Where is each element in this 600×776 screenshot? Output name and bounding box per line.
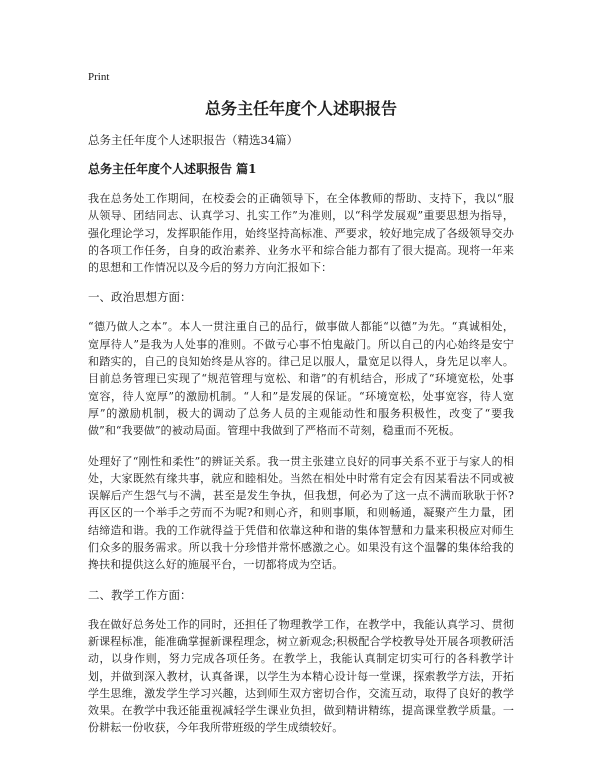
- paragraph-relations: 处理好了“刚性和柔性”的辨证关系。我一贯主张建立良好的同事关系不亚于与家人的相处，大家既然有缘共事，就应和睦相处。当然在相处中时常有定会有因某看法不同或被误解后产生怨气与不满，甚至是发生争执，但我想，何必为了这一点不满而耿耿于怀?再区区的一个举手之劳而不为呢?和则心齐，和则事顺，和则畅通，凝聚产生力量，团结缔造和谐。我的工作就得益于凭借和依靠这种和谐的集体智慧和力量来积极应对师生们众多的服务需求。所以我十分珍惜并常怀感激之心。如果没有这个温馨的集体给我的搀扶和提供这么好的施展平台，一切都将成为空话。: [88, 454, 514, 572]
- document-subtitle: 总务主任年度个人述职报告（精选34篇）: [88, 133, 299, 147]
- paragraph-political: “德乃做人之本”。本人一贯注重自己的品行，做事做人都能“以德”为先。“真诚相处，宽厚待人”是我为人处事的准则。不做亏心事不怕鬼敲门。所以自己的内心始终是安宁和踏实的，自己的良知始终是从容的。律己足以服人，量宽足以得人，身先足以率人。目前总务管理已实现了“规范管理与宽松、和谐”的有机结合，形成了“环境宽松，处事宽容，待人宽厚”的激励机制。“人和”是发展的保证。“环境宽松，处事宽容，待人宽厚”的激励机制，极大的调动了总务人员的主观能动性和服务积极性，改变了“要我做”和“我要做”的被动局面。管理中我做到了严格而不苛刻，稳重而不死板。: [88, 320, 514, 438]
- section-title: 总务主任年度个人述职报告 篇1: [88, 162, 257, 176]
- print-label[interactable]: Print: [88, 71, 110, 83]
- paragraph-intro: 我在总务处工作期间，在校委会的正确领导下，在全体教师的帮助、支持下，我以“服从领导、团结同志、认真学习、扎实工作”为准则，以“科学发展观”重要思想为指导，强化理论学习，发挥职能作用，始终坚持高标准、严要求，较好地完成了各级领导交办的各项工作任务，自身的政治素养、业务水平和综合能力都有了很大提高。现将一年来的思想和工作情况以及今后的努力方向汇报如下：: [88, 192, 514, 275]
- heading-political: 一、政治思想方面：: [88, 290, 192, 305]
- document-title: 总务主任年度个人述职报告: [204, 99, 397, 118]
- heading-teaching: 二、教学工作方面：: [88, 587, 192, 602]
- paragraph-teaching: 我在做好总务处工作的同时，还担任了物理教学工作，在教学中，我能认真学习、贯彻新课程标准，能准确掌握新课程理念，树立新观念;积极配合学校教导处开展各项教研活动，以身作则，努力完成各项任务。在教学上，我能认真制定切实可行的各科教学计划，并做到深入教材，认真备课，以学生为本精心设计每一堂课，探索教学方法，开拓学生思维，激发学生学习兴趣，达到师生双方密切合作，交流互动，取得了良好的教学效果。在教学中我还能重视减轻学生课业负担，做到精讲精练，提高课堂教学质量。一份耕耘一份收获，今年我所带班级的学生成绩较好。: [88, 617, 514, 735]
